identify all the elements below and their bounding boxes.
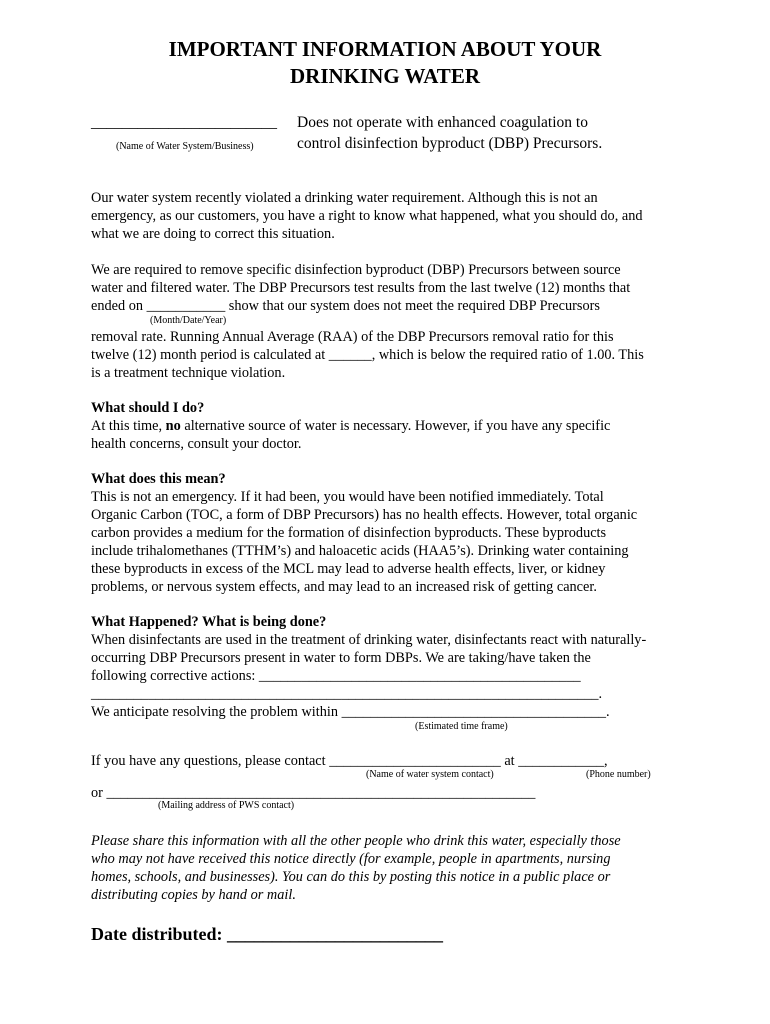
share-line: Please share this information with all the other people who drink this water, especially those — [91, 833, 621, 849]
intro-line: what we are doing to correct this situation. — [91, 226, 335, 242]
requirement-line-2: water and filtered water. The DBP Precursors test results from the last twelve (12) months that — [91, 280, 631, 296]
contact-line-1: If you have any questions, please contact ________________________ at ____________, — [91, 753, 608, 769]
section-heading-should-do: What should I do? — [91, 400, 205, 416]
contact-line-2: or ____________________________________________________________ — [91, 785, 536, 801]
happened-line-2: occurring DBP Precursors present in water to form DBPs. We are taking/have taken the — [91, 650, 591, 666]
happened-line-5: We anticipate resolving the problem within _____________________________________. — [91, 704, 610, 720]
address-caption: (Mailing address of PWS contact) — [158, 800, 295, 811]
share-line: who may not have received this notice directly (for example, people in apartments, nursing — [91, 851, 611, 867]
intro-line: Our water system recently violated a drinking water requirement. Although this is not an — [91, 190, 598, 206]
title-line-1: IMPORTANT INFORMATION ABOUT YOUR — [168, 37, 602, 61]
share-paragraph — [91, 832, 621, 904]
section-heading-happened: What Happened? What is being done? — [91, 614, 327, 630]
header-line-2: control disinfection byproduct (DBP) Precursors. — [297, 135, 603, 152]
system-name-caption: (Name of Water System/Business) — [116, 141, 254, 152]
happened-line-1: When disinfectants are used in the treatment of drinking water, disinfectants react with naturally- — [91, 632, 647, 648]
section-heading-meaning: What does this mean? — [91, 471, 226, 487]
meaning-line: This is not an emergency. If it had been, you would have been notified immediately. Total — [91, 489, 604, 505]
system-name-blank: ________________________ — [91, 114, 277, 131]
title-line-2: DRINKING WATER — [289, 64, 480, 88]
date-distributed: Date distributed: ________________________ — [91, 924, 443, 944]
meaning-line: Organic Carbon (TOC, a form of DBP Precursors) has no health effects. However, total organic — [91, 507, 638, 523]
time-frame-caption: (Estimated time frame) — [415, 721, 508, 732]
should-do-text: At this time, — [91, 418, 166, 434]
meaning-line: carbon provides a medium for the formation of disinfection byproducts. These byproducts — [91, 525, 607, 541]
should-do-text: alternative source of water is necessary. However, if you have any specific — [180, 418, 611, 434]
happened-line-4: _______________________________________________________________________. — [91, 686, 603, 702]
intro-paragraph — [91, 189, 643, 243]
requirement-line-1: We are required to remove specific disinfection byproduct (DBP) Precursors between source — [91, 262, 621, 278]
should-do-emphasis: no — [165, 418, 181, 434]
meaning-paragraph — [91, 488, 637, 596]
share-line: homes, schools, and businesses). You can do this by posting this notice in a public place or — [91, 869, 611, 885]
requirement-line-6: is a treatment technique violation. — [91, 365, 286, 381]
contact-name-caption: (Name of water system contact) — [366, 769, 494, 780]
page-title — [0, 36, 770, 90]
meaning-line: problems, or nervous system effects, and may lead to an increased risk of getting cancer. — [91, 579, 597, 595]
meaning-line: these byproducts in excess of the MCL may lead to adverse health effects, liver, or kidney — [91, 561, 606, 577]
happened-line-3: following corrective actions: _____________________________________________ — [91, 668, 581, 684]
meaning-line: include trihalomethanes (TTHM’s) and haloacetic acids (HAA5’s). Drinking water containing — [91, 543, 629, 559]
requirement-line-4: removal rate. Running Annual Average (RAA) of the DBP Precursors removal ratio for this — [91, 329, 614, 345]
phone-caption: (Phone number) — [586, 769, 651, 780]
share-line: distributing copies by hand or mail. — [91, 887, 296, 903]
header-line-1: Does not operate with enhanced coagulation to — [297, 114, 588, 131]
intro-line: emergency, as our customers, you have a right to know what happened, what you should do, and — [91, 208, 643, 224]
should-do-line-2: health concerns, consult your doctor. — [91, 436, 302, 452]
requirement-line-5: twelve (12) month period is calculated at ______, which is below the required ratio of 1.00. This — [91, 347, 644, 363]
date-caption: (Month/Date/Year) — [150, 315, 227, 326]
requirement-line-3: ended on ___________ show that our system does not meet the required DBP Precursors — [91, 298, 600, 314]
should-do-line-1 — [91, 417, 610, 435]
